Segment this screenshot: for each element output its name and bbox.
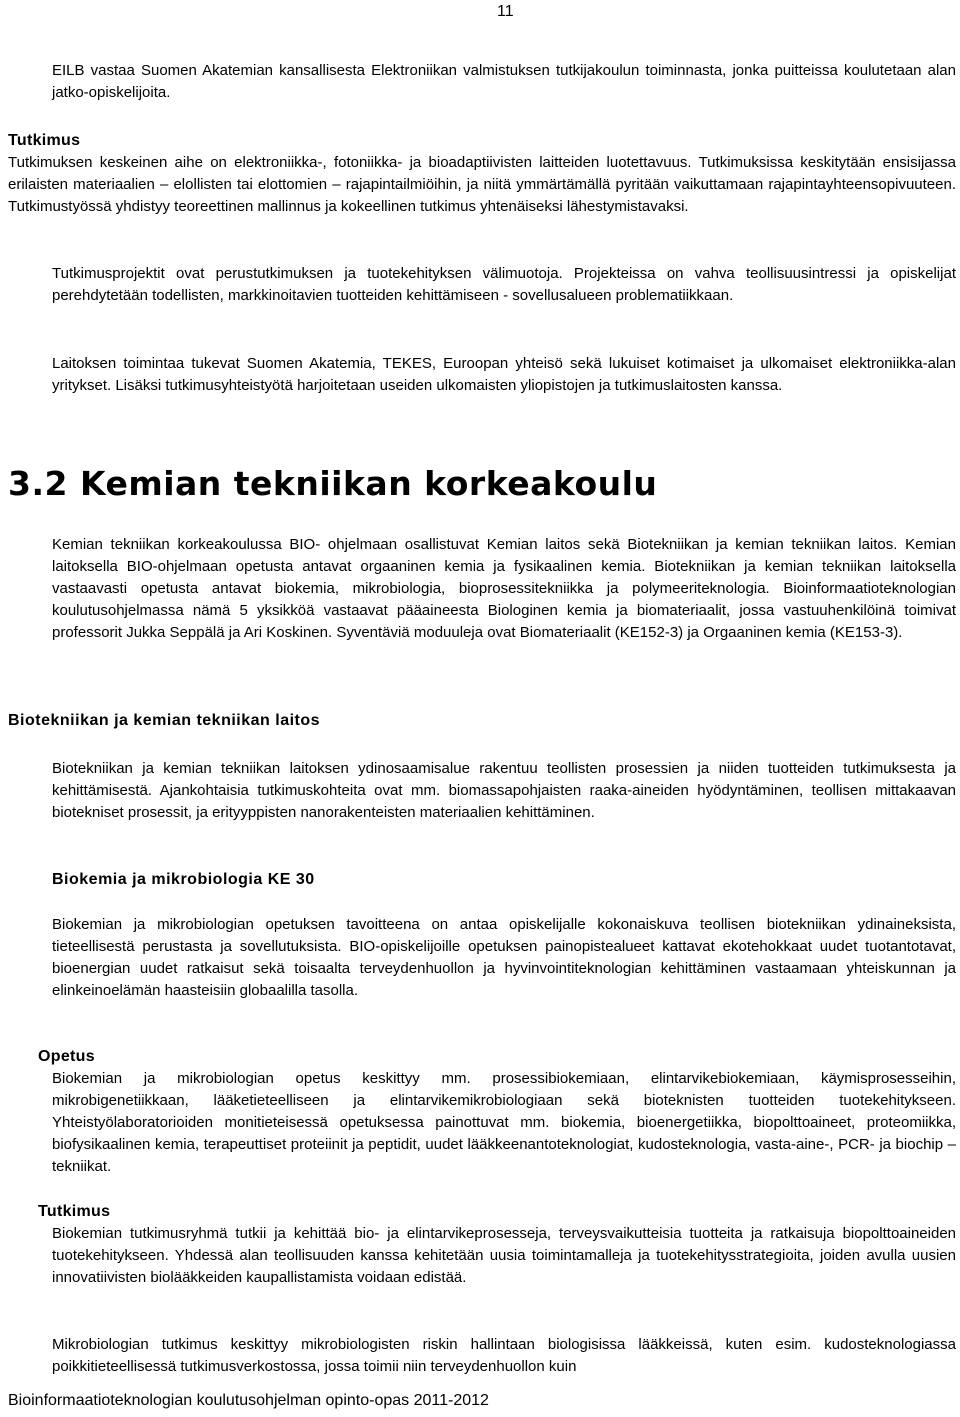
teaching-heading: Opetus	[38, 1048, 95, 1065]
section-title: 3.2 Kemian tekniikan korkeakoulu	[8, 464, 658, 503]
research-paragraph-3-block	[52, 353, 956, 397]
teaching-block	[38, 1046, 956, 1178]
research2-paragraph-2-block	[52, 1334, 956, 1378]
intro-block	[52, 60, 956, 104]
research-paragraph-2-block	[52, 263, 956, 307]
intro-paragraph: EILB vastaa Suomen Akatemian kansallisesta Elektroniikan valmistuksen tutkijakoulun toiminnasta, jonka puitteissa koulutetaan alan jatko-opiskelijoita.	[52, 62, 956, 101]
section-intro-block	[52, 534, 956, 644]
research-paragraph-1: Tutkimuksen keskeinen aihe on elektroniikka-, fotoniikka- ja bioadaptiivisten laitteiden luotettavuus. Tutkimuksissa keskitytään ensisijassa erilaisten materiaalien – elollisten tai elottomien – rajapintailmiöihin, ja niitä ymmärtämällä pyritään vaikuttamaan rajapintayhteensopivuuteen. Tutkimustyössä yhdistyy teoreettinen mallinnus ja kokeellinen tutkimus yhtenäiseksi lähestymistavaksi.	[8, 154, 956, 215]
research-heading: Tutkimus	[8, 132, 81, 149]
page-number: 11	[497, 3, 514, 20]
research-block	[8, 130, 956, 218]
research2-paragraph-1: Biokemian tutkimusryhmä tutkii ja kehittää bio- ja elintarvikeprosesseja, terveysvaikutteisia tuotteita ja ratkaisuja biopolttoaineiden tuotekehitykseen. Yhdessä alan teollisuuden kanssa kehitetään uusia toimintamalleja ja tuotekehitysstrategioita, joiden avulla uusien innovatiivisten biolääkkeiden kaupallistamista voidaan edistää.	[52, 1225, 956, 1286]
teaching-paragraph: Biokemian ja mikrobiologian opetus keskittyy mm. prosessibiokemiaan, elintarvikebiokemiaan, käymisprosesseihin, mikrobigenetiikkaan, lääketieteelliseen ja elintarvikemikrobiologiaan sekä bioteknisten tuotteiden tuotekehitykseen. Yhteistyölaboratorioiden monitieteisessä opetuksessa painottuvat mm. biokemia, bioenergetiikka, biopolttoaineet, proteomiikka, biofysikaalinen kemia, terapeuttiset proteiinit ja peptidit, uudet lääkkeenantoteknologiat, kudosteknologia, vasta-aine-, PCR- ja biochip – tekniikat.	[52, 1070, 956, 1175]
unit-paragraph: Biokemian ja mikrobiologian opetuksen tavoitteena on antaa opiskelijalle kokonaiskuva teollisen biotekniikan ydinaineksista, tieteellisestä perustasta ja sovellutuksista. BIO-opiskelijoille opetuksen painopistealueet kattavat ekotehokkaat uudet tuotantotavat, bioenergian uudet ratkaisut sekä toisaalta terveydenhuollon ja hyvinvointiteknologian kehittäminen vastaamaan yhteiskunnan ja elinkeinoelämän haasteisiin globaalilla tasolla.	[52, 916, 956, 999]
research-paragraph-2: Tutkimusprojektit ovat perustutkimuksen ja tuotekehityksen välimuotoja. Projekteissa on vahva teollisuusintressi ja opiskelijat perehdytetään todellisten, markkinoitavien tuotteiden kehittämiseen - sovellusalueen problematiikkaan.	[52, 265, 956, 304]
section-intro-paragraph: Kemian tekniikan korkeakoulussa BIO- ohjelmaan osallistuvat Kemian laitos sekä Biotekniikan ja kemian tekniikan laitos. Kemian laitoksella BIO-ohjelmaan opetusta antavat orgaaninen kemia ja fysikaalinen kemia. Biotekniikan ja kemian tekniikan laitoksella vastaavasti opetusta antavat biokemia, mikrobiologia, bioprosessitekniikka ja polymeeriteknologia. Bioinformaatioteknologian koulutusohjelmassa nämä 5 yksikköä vastaavat pääaineesta Biologinen kemia ja biomateriaalit, jossa vastuuhenkilöinä toimivat professorit Jukka Seppälä ja Ari Koskinen. Syventäviä moduuleja ovat Biomateriaalit (KE152-3) ja Orgaaninen kemia (KE153-3).	[52, 536, 956, 641]
dept-paragraph: Biotekniikan ja kemian tekniikan laitoksen ydinosaamisalue rakentuu teollisten prosessien ja niiden tuotteiden tutkimuksesta ja kehittämisestä. Ajankohtaisia tutkimuskohteita ovat mm. biomassapohjaisten raaka-aineiden hyödyntäminen, teollisen mittakaavan biotekniset prosessit, ja erityyppisten nanorakenteisten materiaalien kehittäminen.	[52, 760, 956, 821]
unit-heading: Biokemia ja mikrobiologia KE 30	[52, 871, 315, 888]
research2-block	[38, 1201, 956, 1289]
research2-paragraph-2: Mikrobiologian tutkimus keskittyy mikrobiologisten riskin hallintaan biologisissa lääkkeissä, kuten esim. kudosteknologiassa poikkitieteellisessä tutkimusverkostossa, jossa toimii niin terveydenhuollon kuin	[52, 1336, 956, 1375]
dept-block	[52, 758, 956, 824]
research2-heading: Tutkimus	[38, 1203, 111, 1220]
dept-heading: Biotekniikan ja kemian tekniikan laitos	[8, 712, 321, 729]
page-footer: Bioinformaatioteknologian koulutusohjelman opinto-opas 2011-2012	[8, 1392, 489, 1409]
research-paragraph-3: Laitoksen toimintaa tukevat Suomen Akatemia, TEKES, Euroopan yhteisö sekä lukuiset kotimaiset ja ulkomaiset elektroniikka-alan yritykset. Lisäksi tutkimusyhteistyötä harjoitetaan useiden ulkomaisten yliopistojen ja tutkimuslaitosten kanssa.	[52, 355, 956, 394]
unit-block	[52, 914, 956, 1002]
